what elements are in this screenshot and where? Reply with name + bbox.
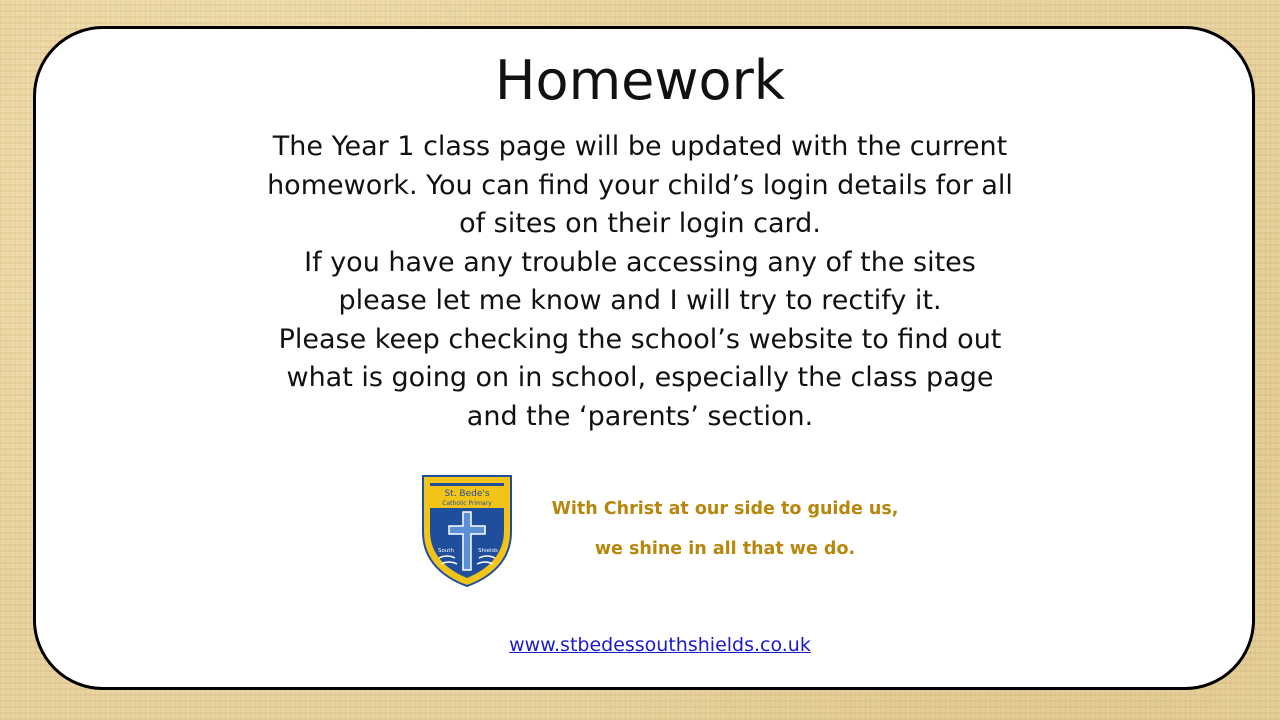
- page-title: Homework: [494, 49, 786, 112]
- body-line: homework. You can find your child’s login details for all: [267, 169, 1013, 201]
- body-line: and the ‘parents’ section.: [466, 400, 814, 432]
- crest-name-line-1: St. Bede's: [444, 489, 490, 499]
- body-line: If you have any trouble accessing any of the sites: [304, 246, 976, 278]
- crest-location-left: South: [438, 548, 454, 554]
- body-line: Please keep checking the school’s website to find out: [278, 323, 1002, 355]
- school-motto-line-2: we shine in all that we do.: [594, 539, 856, 559]
- body-line: please let me know and I will try to rectify it.: [338, 285, 942, 316]
- school-crest-logo: [419, 470, 515, 588]
- school-motto-line-1: With Christ at our side to guide us,: [551, 499, 899, 519]
- body-line: The Year 1 class page will be updated with the current: [272, 131, 1008, 162]
- body-line: what is going on in school, especially the class page: [286, 362, 994, 393]
- crest-location-right: Shields: [478, 548, 498, 554]
- school-website-link[interactable]: www.stbedessouthshields.co.uk: [509, 634, 811, 656]
- body-line: of sites on their login card.: [459, 208, 821, 239]
- homework-description: [190, 128, 1090, 436]
- crest-name-line-2: Catholic Primary: [442, 500, 492, 507]
